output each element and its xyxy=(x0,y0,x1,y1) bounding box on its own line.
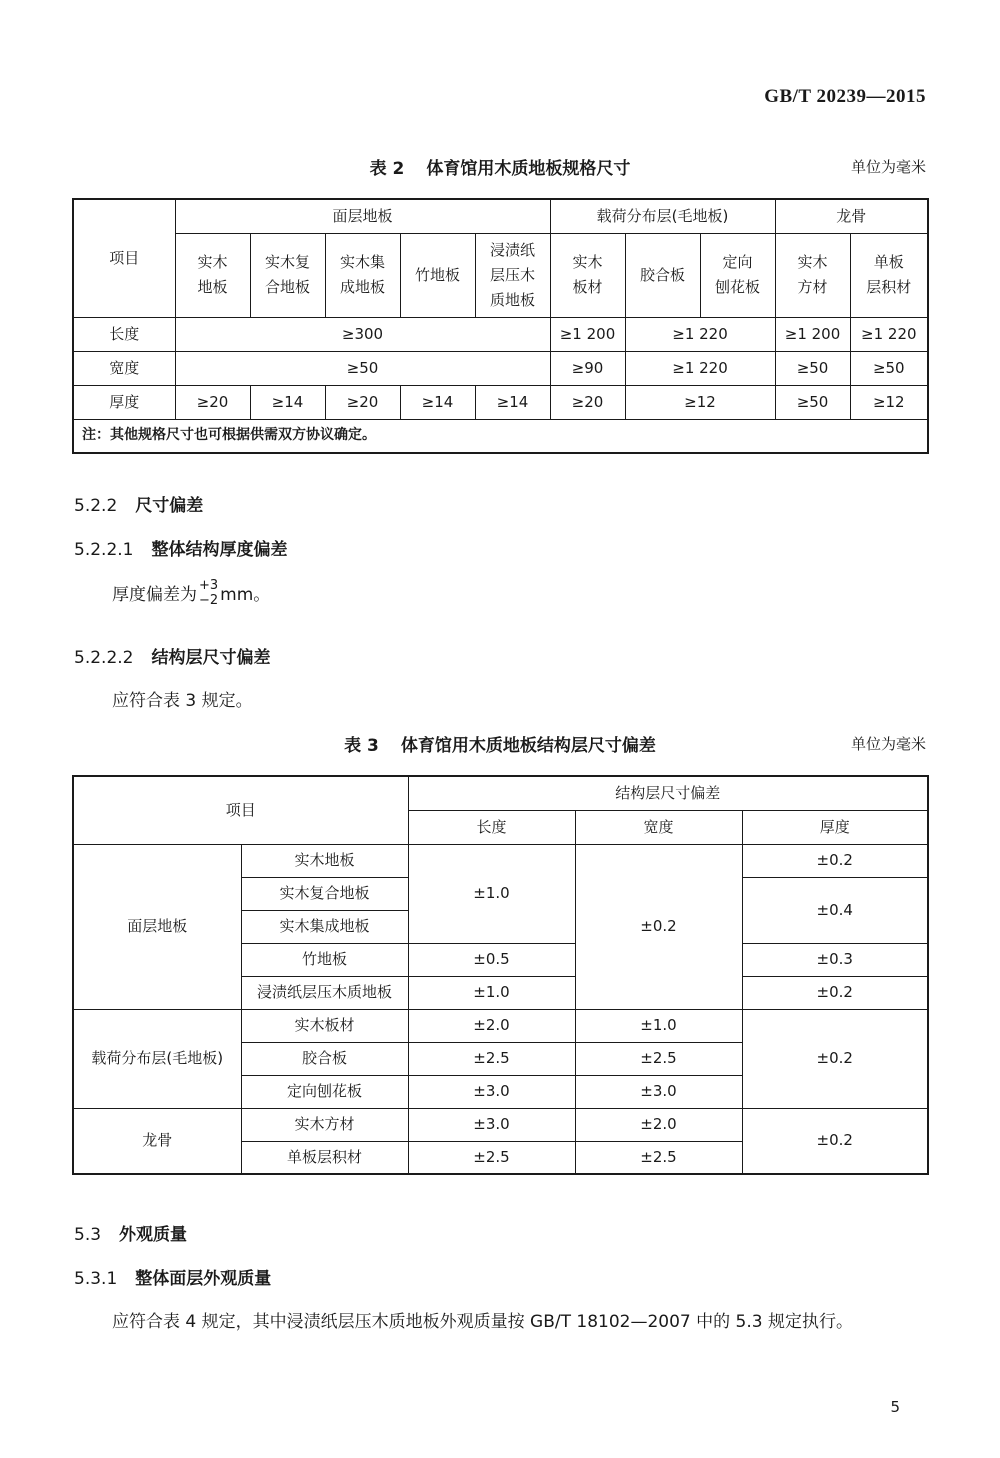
cell: ±0.2 xyxy=(742,844,928,877)
joist-group-label: 龙骨 xyxy=(73,1108,241,1174)
table-row xyxy=(73,385,928,419)
cell: ±3.0 xyxy=(408,1075,575,1108)
cell: ≥14 xyxy=(250,385,325,419)
section-title: 结构层尺寸偏差 xyxy=(151,648,271,668)
table2-col-composite: 实木复 合地板 xyxy=(250,233,325,317)
table2-group-joist: 龙骨 xyxy=(775,199,928,233)
table-row xyxy=(73,317,928,351)
section-number: 5.2.2.2 xyxy=(74,648,134,668)
cell: ±2.5 xyxy=(575,1042,742,1075)
cell: ≥20 xyxy=(325,385,400,419)
table2-item-header: 项目 xyxy=(73,199,175,317)
cell: ±2.5 xyxy=(408,1042,575,1075)
table3-item-header: 项目 xyxy=(73,776,408,844)
cell: ≥1 200 xyxy=(775,317,850,351)
section-title: 整体结构厚度偏差 xyxy=(151,540,288,560)
cell: ≥1 200 xyxy=(550,317,625,351)
table2-col-plywood: 胶合板 xyxy=(625,233,700,317)
cell: 胶合板 xyxy=(241,1042,408,1075)
table2-col-lvl: 单板 层积材 xyxy=(850,233,928,317)
table2-group-surface: 面层地板 xyxy=(175,199,550,233)
appearance-paragraph: 应符合表 4 规定，其中浸渍纸层压木质地板外观质量按 GB/T 18102—2007 中的 5.3 规定执行。 xyxy=(112,1312,853,1332)
cell: ≥12 xyxy=(850,385,928,419)
cell: ≥12 xyxy=(625,385,775,419)
table2-col-solid: 实木 地板 xyxy=(175,233,250,317)
section-number: 5.2.2.1 xyxy=(74,540,134,560)
table2-col-solid-board: 实木 板材 xyxy=(550,233,625,317)
section-number: 5.3.1 xyxy=(74,1269,118,1289)
cell: ±1.0 xyxy=(408,976,575,1009)
cell: 定向刨花板 xyxy=(241,1075,408,1108)
cell: ±0.2 xyxy=(742,1108,928,1174)
cell: ±1.0 xyxy=(575,1009,742,1042)
table3-caption-number: 表 3 xyxy=(344,736,379,756)
row-label-thickness: 厚度 xyxy=(73,385,175,419)
section-number: 5.2.2 xyxy=(74,496,118,516)
table2-unit: 单位为毫米 xyxy=(850,158,926,176)
cell: 实木复合地板 xyxy=(241,877,408,910)
section-title: 整体面层外观质量 xyxy=(135,1269,272,1289)
cell: ±3.0 xyxy=(408,1108,575,1141)
table2 xyxy=(72,198,929,454)
cell: 竹地板 xyxy=(241,943,408,976)
table3 xyxy=(72,775,929,1175)
cell: ±2.0 xyxy=(575,1108,742,1141)
cell: ≥1 220 xyxy=(850,317,928,351)
cell: 浸渍纸层压木质地板 xyxy=(241,976,408,1009)
cell: ≥1 220 xyxy=(625,317,775,351)
cell: ±1.0 xyxy=(408,844,575,943)
surface-group-label: 面层地板 xyxy=(73,844,241,1009)
cell: ±2.0 xyxy=(408,1009,575,1042)
cell: ≥1 220 xyxy=(625,351,775,385)
table3-col-length: 长度 xyxy=(408,810,575,844)
tolerance-fraction: +3 −2 xyxy=(199,578,219,608)
cell: ±0.5 xyxy=(408,943,575,976)
cell: ≥50 xyxy=(775,385,850,419)
table2-col-joist-solid: 实木 方材 xyxy=(775,233,850,317)
table2-caption-title: 体育馆用木质地板规格尺寸 xyxy=(426,159,631,179)
table-row xyxy=(73,1108,928,1141)
table2-col-laminate: 浸渍纸 层压木 质地板 xyxy=(475,233,550,317)
cell: ±0.2 xyxy=(575,844,742,1009)
cell: ≥50 xyxy=(775,351,850,385)
standard-number: GB/T 20239—2015 xyxy=(764,86,926,107)
table2-col-integrated: 实木集 成地板 xyxy=(325,233,400,317)
section-5-2-2 xyxy=(74,491,203,516)
cell: ±2.5 xyxy=(575,1141,742,1174)
table2-group-load: 载荷分布层(毛地板) xyxy=(550,199,775,233)
thickness-tolerance-paragraph: 厚度偏差为 +3 −2 mm。 xyxy=(112,578,271,608)
table2-col-osb: 定向 刨花板 xyxy=(700,233,775,317)
cell: ≥14 xyxy=(400,385,475,419)
cell: ≥50 xyxy=(175,351,550,385)
section-5-2-2-1 xyxy=(74,535,287,560)
cell: 实木板材 xyxy=(241,1009,408,1042)
cell: 单板层积材 xyxy=(241,1141,408,1174)
cell: ±0.2 xyxy=(742,1009,928,1108)
section-title: 外观质量 xyxy=(119,1225,188,1245)
load-group-label: 载荷分布层(毛地板) xyxy=(73,1009,241,1108)
table3-col-width: 宽度 xyxy=(575,810,742,844)
table2-note: 注：其他规格尺寸也可根据供需双方协议确定。 xyxy=(73,419,928,453)
table3-caption-title: 体育馆用木质地板结构层尺寸偏差 xyxy=(400,736,656,756)
table3-group-header: 结构层尺寸偏差 xyxy=(408,776,928,810)
section-5-2-2-2 xyxy=(74,643,270,668)
table-row xyxy=(73,1009,928,1042)
table3-unit: 单位为毫米 xyxy=(850,735,926,753)
cell: ≥20 xyxy=(550,385,625,419)
page-number: 5 xyxy=(890,1398,900,1416)
table-row xyxy=(73,351,928,385)
cell: ±0.2 xyxy=(742,976,928,1009)
section-5-3 xyxy=(74,1220,187,1245)
table3-col-thickness: 厚度 xyxy=(742,810,928,844)
cell: 实木地板 xyxy=(241,844,408,877)
cell: ±0.3 xyxy=(742,943,928,976)
row-label-width: 宽度 xyxy=(73,351,175,385)
cell: ±0.4 xyxy=(742,877,928,943)
cell: ±2.5 xyxy=(408,1141,575,1174)
table2-caption-number: 表 2 xyxy=(369,159,405,179)
table-row xyxy=(73,844,928,877)
cell: 实木方材 xyxy=(241,1108,408,1141)
cell: 实木集成地板 xyxy=(241,910,408,943)
table2-col-bamboo: 竹地板 xyxy=(400,233,475,317)
cell: ≥14 xyxy=(475,385,550,419)
cell: ≥300 xyxy=(175,317,550,351)
cell: ≥20 xyxy=(175,385,250,419)
row-label-length: 长度 xyxy=(73,317,175,351)
cell: ±3.0 xyxy=(575,1075,742,1108)
section-number: 5.3 xyxy=(74,1225,102,1245)
table3-reference: 应符合表 3 规定。 xyxy=(112,691,253,711)
cell: ≥50 xyxy=(850,351,928,385)
cell: ≥90 xyxy=(550,351,625,385)
section-title: 尺寸偏差 xyxy=(135,496,204,516)
section-5-3-1 xyxy=(74,1264,271,1289)
